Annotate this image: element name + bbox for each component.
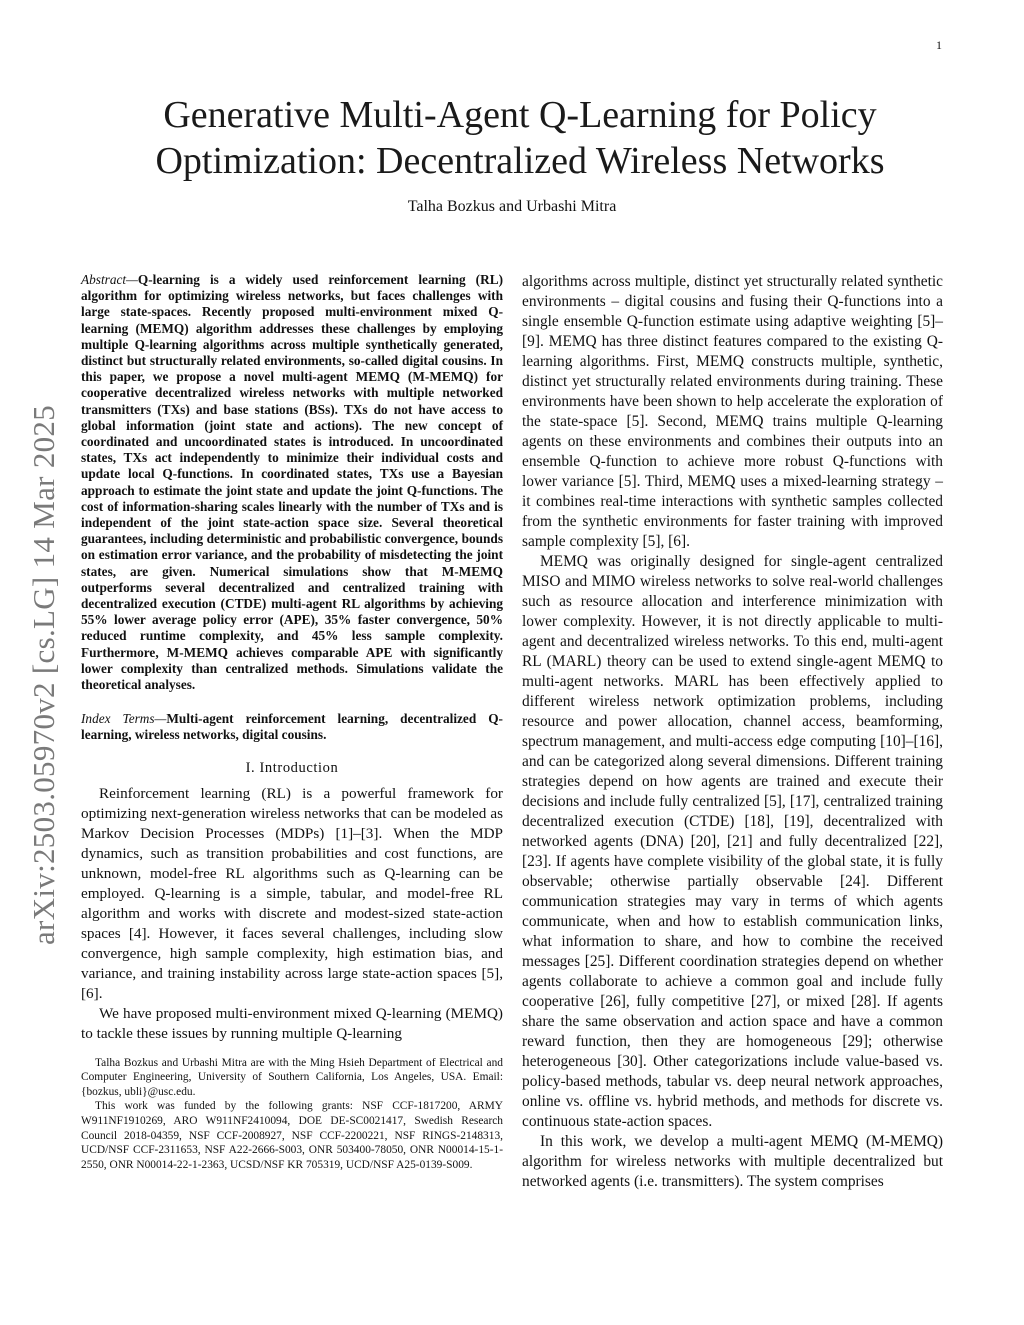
intro-paragraph: Reinforcement learning (RL) is a powerful framework for optimizing next-generation wireless networks that can be modeled as Markov Decision Processes (MDPs) [1]–[3]. When the MDP dynamics, such as transition probabilities and cost functions, are unknown, model-free RL algorithms such as Q-learning can be employed. Q-learning is a simple, tabular, and model-free RL algorithm and works with discrete and modest-sized state-action spaces [4]. However, it faces several challenges, including slow convergence, high sample complexity, high estimation bias, and variance, and training instability across large state-action spaces [5], [6]. xyxy=(81,784,503,1002)
abstract xyxy=(81,272,503,693)
left-column xyxy=(81,272,503,1172)
body-paragraph: In this work, we develop a multi-agent MEMQ (M-MEMQ) algorithm for wireless networks with multiple decentralized but networked agents (i.e. transmitters). The system comprises xyxy=(522,1133,943,1190)
paper-title xyxy=(70,92,970,184)
abstract-lead: Abstract— xyxy=(81,272,138,287)
authors: Talha Bozkus and Urbashi Mitra xyxy=(407,198,617,215)
body-paragraph: algorithms across multiple, distinct yet structurally related synthetic environments – digital cousins and fusing their Q-functions into a single ensemble Q-function estimate using adaptive weighting [5]–[9]. MEMQ has three distinct features compared to the existing Q-learning algorithms. First, MEMQ constructs multiple, synthetic, distinct yet structurally related environments during training. These environments have been shown to help accelerate the exploration of the state-space [5]. Second, MEMQ trains multiple Q-learning agents on these environments and combines their outputs into an ensemble Q-function to achieve more robust Q-functions with lower variance [5]. Third, MEMQ uses a mixed-learning strategy – it combines real-time interactions with synthetic samples collected from the synthetic environments for faster training with improved sample complexity [5], [6]. xyxy=(522,273,943,550)
page-number: 1 xyxy=(936,38,942,52)
index-terms xyxy=(81,711,503,743)
arxiv-sidebar xyxy=(26,355,61,945)
index-terms-lead: Index Terms— xyxy=(81,711,167,727)
footnote-affiliation: Talha Bozkus and Urbashi Mitra are with the Ming Hsieh Department of Electrical and Computer Engineering, University of Southern California, Los Angeles, USA. Email: {bozkus, ubli}@usc.edu. xyxy=(81,1056,503,1098)
abstract-text: Q-learning is a widely used reinforcement learning (RL) algorithm for optimizing wireless networks, but faces challenges with large state-spaces. Recently proposed multi-environment mixed Q-learning (MEMQ) algorithm addresses these challenges by employing multiple Q-learning algorithms across multiple synthetically generated, distinct but structurally related environments, so-called digital cousins. In this paper, we propose a novel multi-agent MEMQ (M-MEMQ) for cooperative decentralized wireless networks with multiple networked transmitters (TXs) and base stations (BSs). TXs do not have access to global information (joint state and actions). The new concept of coordinated and uncoordinated states is introduced. In uncoordinated states, TXs act independently to minimize their individual costs and update local Q-functions. In coordinated states, TXs use a Bayesian approach to estimate the joint state and update the joint Q-functions. The cost of information-sharing scales linearly with the number of TXs and is independent of the joint state-action space size. Several theoretical guarantees, including deterministic and probabilistic convergence, bounds on estimation error variance, and the probability of misdetecting the joint states, are given. Numerical simulations show that M-MEMQ outperforms several decentralized and centralized training with decentralized execution (CTDE) multi-agent RL algorithms by achieving 55% lower average policy error (APE), 35% faster convergence, 50% reduced runtime complexity, and 45% less sample complexity. Furthermore, M-MEMQ achieves comparable APE with significantly lower complexity than centralized methods. Simulations validate the theoretical analyses. xyxy=(81,272,503,693)
body-paragraph: MEMQ was originally designed for single-agent centralized MISO and MIMO wireless networks to solve real-world challenges such as resource allocation and interference minimization with lower complexity. However, it is not directly applicable to multi-agent and decentralized wireless networks. To this end, multi-agent RL (MARL) theory can be used to extend single-agent MEMQ to multi-agent networks. MARL has been effectively applied to different wireless network optimization problems, including resource and power allocation, channel access, beamforming, spectrum management, and multi-access edge computing [10]–[16], and can be categorized along several dimensions. Different training strategies depend on how agents are trained and execute their decisions and include fully centralized [5], [17], centralized training decentralized execution (CTDE) [18], [19], decentralized with networked agents (DNA) [20], [21] and fully decentralized [22], [23]. If agents have complete visibility of the global state, it is fully observable; otherwise partially observable [24]. Different communication strategies may vary in terms of which agents communicate, when and how to establish communication links, what information to share, and how to combine the received messages [25]. Different coordination strategies depend on whether agents collaborate to achieve a common goal and include fully cooperative [26], fully competitive [27], or mixed [28]. If agents share the same observation and action space and have a common reward function, then they are homogeneous [29]; otherwise heterogeneous [30]. Other categorizations include value-based vs. policy-based methods, tabular vs. deep neural network approaches, online vs. offline vs. hybrid methods, and methods for discrete vs. continuous state-action spaces. xyxy=(522,553,943,1130)
title-line-1: Generative Multi-Agent Q-Learning for Policy xyxy=(163,94,877,136)
section-heading: I. Introduction xyxy=(245,759,339,776)
intro-paragraph: We have proposed multi-environment mixed Q-learning (MEMQ) to tackle these issues by running multiple Q-learning xyxy=(81,1004,503,1042)
right-column xyxy=(522,272,943,1192)
index-terms-text: Multi-agent reinforcement learning, decentralized Q-learning, wireless networks, digital cousins. xyxy=(81,711,503,743)
footnote-funding: This work was funded by the following grants: NSF CCF-1817200, ARMY W911NF1910269, ARO W911NF2410094, DOE DE-SC0021417, Swedish Research Council 2018-04359, NSF CCF-2008927, NSF CCF-2200221, NSF RINGS-2148313, UCD/NSF CCF-2311653, NSF A22-2666-S003, ONR 503400-78050, ONR N00014-15-1-2550, ONR N00014-22-1-2363, UCSD/NSF KR 705319, UCD/NSF A25-0139-S009. xyxy=(81,1100,503,1171)
footnotes xyxy=(81,1056,503,1173)
arxiv-stamp[interactable]: arXiv:2503.05970v2 [cs.LG] 14 Mar 2025 xyxy=(26,404,61,945)
title-line-2: Optimization: Decentralized Wireless Networks xyxy=(155,140,885,182)
